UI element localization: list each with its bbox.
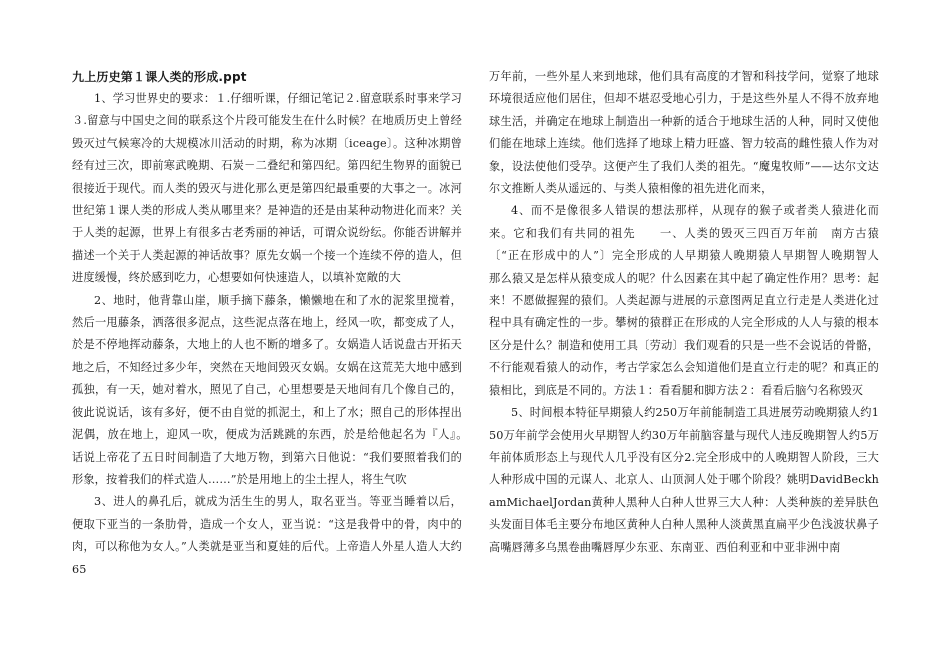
paragraph-2: 2、地时，他背靠山崖，顺手摘下藤条，懒懒地在和了水的泥浆里搅着，然后一甩藤条，洒落很多泥点，这些泥点落在地上，经风一吹，都变成了人，於是不停地挥动藤条，大地上的人也不断的增多了。女娲造人话说盘古开拓天地之后，不知经过多少年，突然在天地间毁灭女娲。女娲在这荒芜大地中感到孤独，有一天，她对着水，照见了自己，心里想要是天地间有几个像自己的，彼此说说话，该有多好，便不由自觉的抓泥土，和上了水；照自己的形体捏出泥偶，放在地上，迎风一吹，便成为活跳跳的东西，於是给他起名为『人』。 话说上帝花了五日时间制造了大地万物，到第六日他说：“我们要照着我们的形象，按着我们的样式造人……”於是用地上的尘土捏人，将生气吹 <box>72 293 485 486</box>
paragraph-3-continued: 万年前，一些外星人来到地球，他们具有高度的才智和科技学问，觉察了地球环境很适应他们居住，但却不堪忍受地心引力，于是这些外星人不得不放弃地球生活，并确定在地球上制造出一种新的适合于地球生活的人种，同时又使他们能在地球上连续。他们选择了地球上精力旺盛、智力较高的雌性猿人作为对象，设法使他们受孕。这便产生了我们人类的祖先。“魔鬼牧师”——达尔文达尔文推断人类从遥远的、与类人猿相像的祖先进化而来， <box>489 70 879 196</box>
paragraph-4: 4、而不是像很多人错误的想法那样，从现存的猴子或者类人猿进化而来。它和我们有共同的祖先 一、人类的毁灭三四百万年前 南方古猿〔“正在形成中的人”〕完全形成的人早期猿人晚期猿人早期智人晚期智人 那么猿又是怎样从猿变成人的呢？什么因素在其中起了确定性作用？思考：起来！不愿做握猩的猿们。人类起源与进展的示意图两足直立行走是人类进化过程中具有确定性的一步。攀树的猿群正在形成的人完全形成的人人与猿的根本区分是什么？制造和使用工具〔劳动〕我们观看的只是一些不会说话的骨骼，不行能观看猿人的动作，考古学家怎么会知道他们是直立行走的呢？和真正的猿相比，到底是不同的。方法１：看看腿和脚方法２：看看后脑勺名称毁灭 <box>489 204 902 397</box>
paragraph-1: 1、学习世界史的要求：１.仔细听课，仔细记笔记２.留意联系时事来学习３.留意与中国史之间的联系这个片段可能发生在什么时候？在地质历史上曾经毁灭过气候寒冷的大规模冰川活动的时期，称为冰期〔iceage〕。这种冰期曾经有过三次，即前寒武晚期、石炭－二叠纪和第四纪。第四纪生物界的面貌已很接近于现代。而人类的毁灭与进化那么更是第四纪最重要的大事之一。冰河世纪第１课人类的形成人类从哪里来？是神造的还是由某种动物进化而来？关于人类的起源，世界上有很多古老秀丽的神话，可谓众说纷纭。你能否讲解并描述一个关于人类起源的神话故事？原先女娲一个接一个连续不停的造人，但进度缓慢，终於感到吃力，心想要如何快速造人，以填补宽敞的大 <box>72 92 462 285</box>
right-column <box>489 66 902 559</box>
paragraph-3: 3、进人的鼻孔后，就成为活生生的男人，取名亚当。等亚当睡着以后，便取下亚当的一条肋骨，造成一个女人，亚当说：“这是我骨中的骨，肉中的肉，可以称他为女人。”人类就是亚当和夏娃的后代。上帝造人外星人造人大约65 <box>72 495 462 576</box>
left-column <box>72 66 485 581</box>
paragraph-5: 5、时间根本特征早期猿人约250万年前能制造工具进展劳动晚期猿人约150万年前学会使用火早期智人约30万年前脑容量与现代人违反晚期智人约5万年前体质形态上与现代人几乎没有区分2.完全形成中的人晚期智人阶段，三大人种形成中国的元谋人、北京人、山顶洞人处于哪个阶段？姚明DavidBeckhamMichaelJordan黄种人黑种人白种人世界三大人种：人类种族的差异肤色头发面目体毛主要分布地区黄种人白种人黑种人淡黄黑直扁平少色浅波状鼻子高嘴唇薄多乌黑卷曲嘴唇厚少东亚、东南亚、西伯利亚和中亚非洲中南 <box>489 406 879 554</box>
document-title: 九上历史第１课人类的形成.ppt <box>72 70 247 84</box>
